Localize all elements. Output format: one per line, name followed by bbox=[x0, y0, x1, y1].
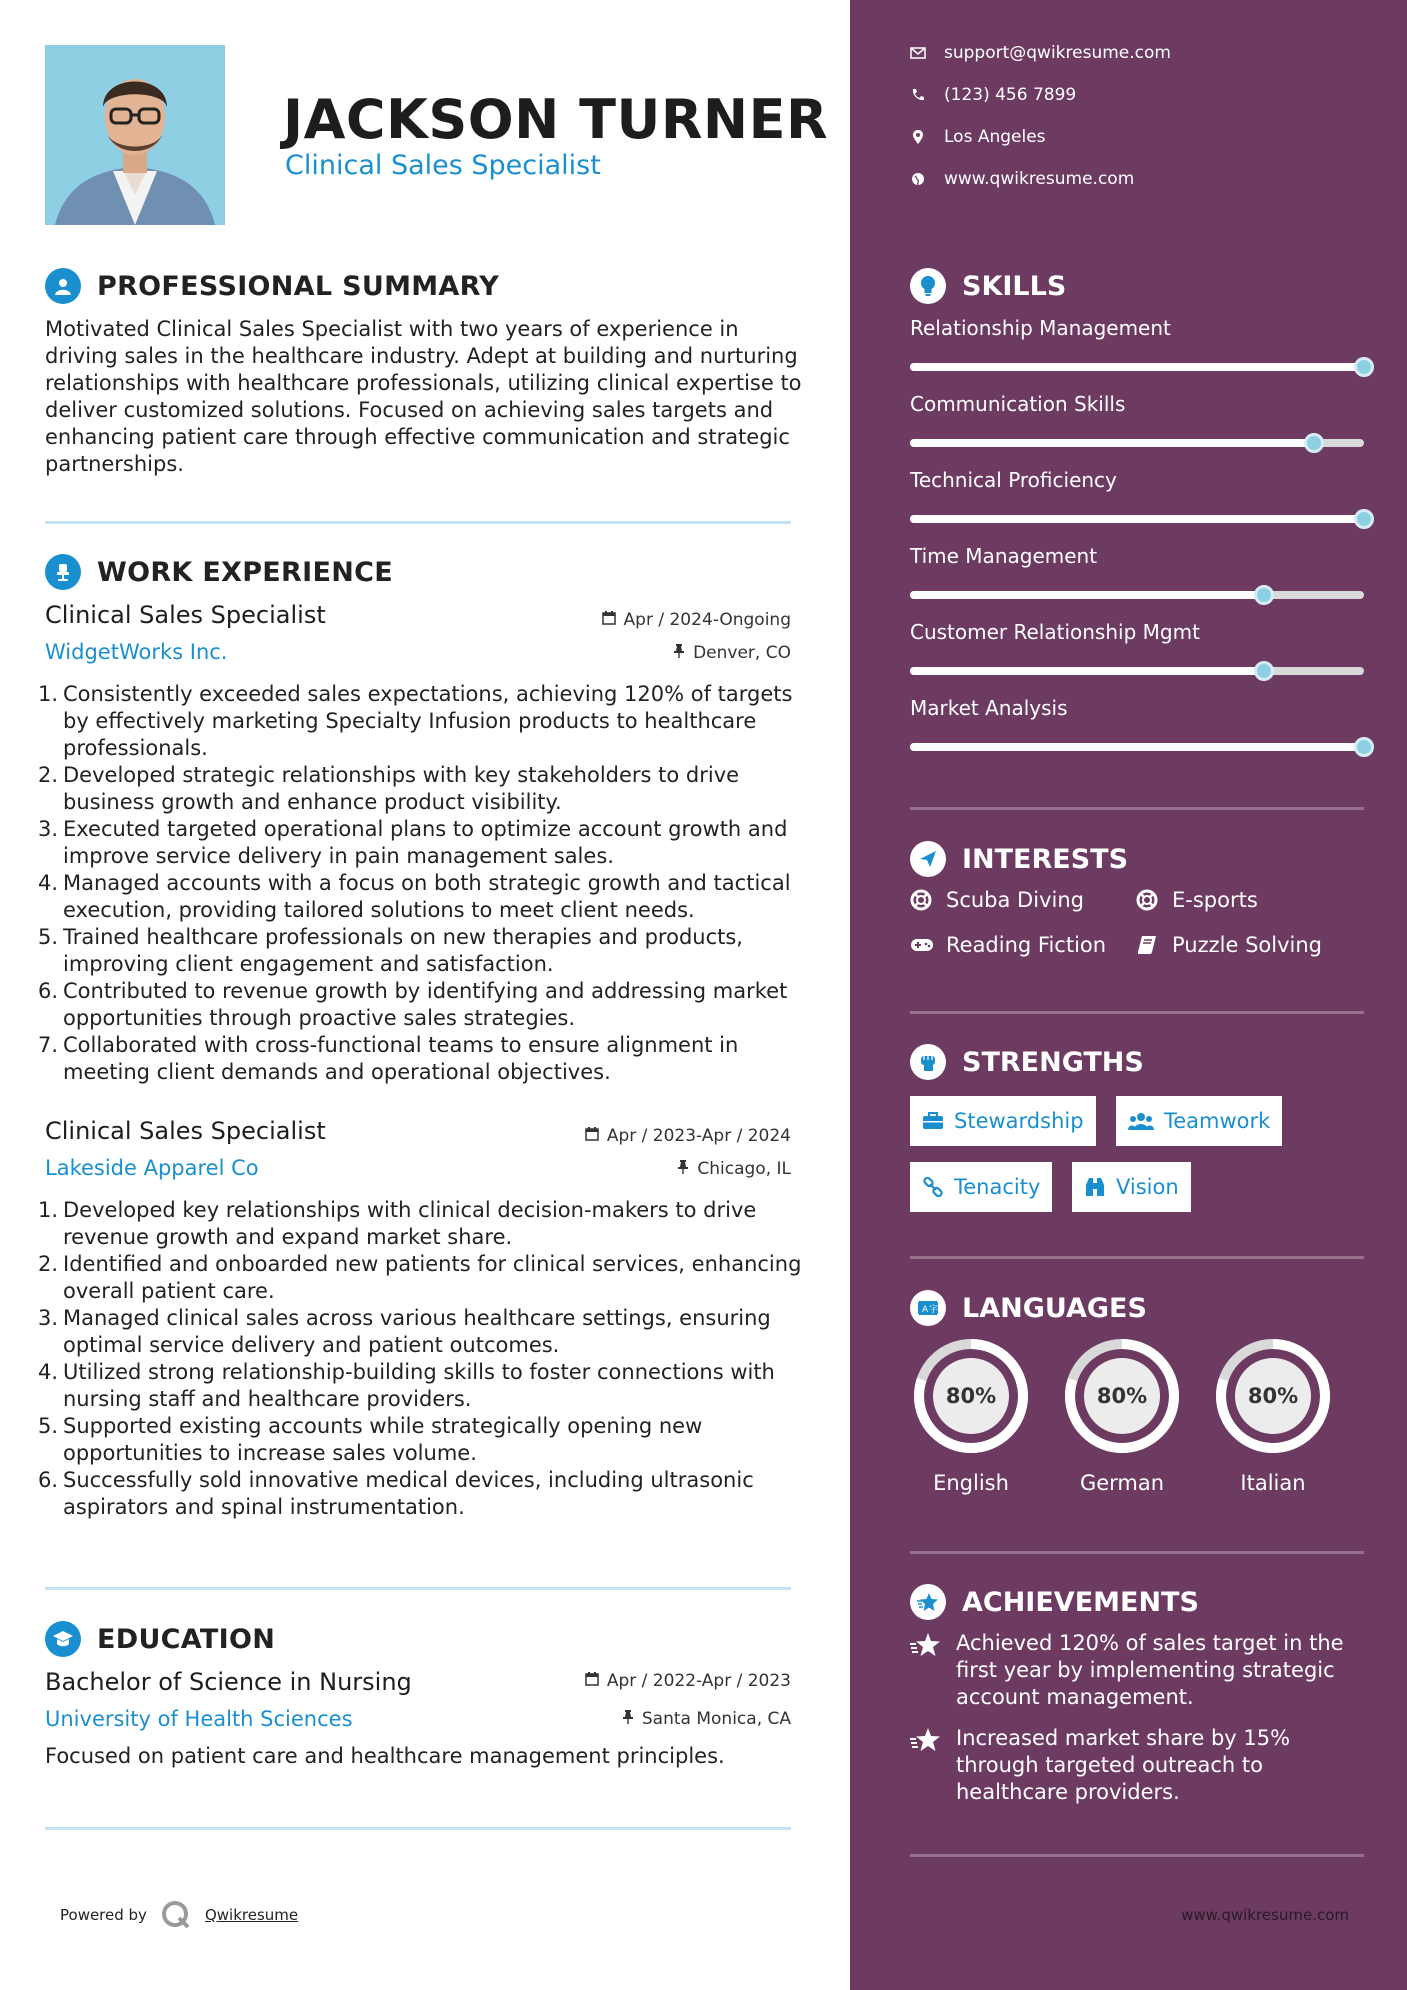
calendar-icon bbox=[602, 610, 616, 630]
office-chair-icon bbox=[45, 554, 81, 590]
list-item: 6. Successfully sold innovative medical devices, including ultrasonic aspirators and spinal instrumentation. bbox=[38, 1468, 754, 1519]
language-name: Italian bbox=[1240, 1471, 1306, 1495]
education-dates: Apr / 2022-Apr / 2023 bbox=[585, 1671, 791, 1691]
interest-item: Puzzle Solving bbox=[1136, 933, 1322, 957]
briefcase-icon bbox=[922, 1112, 944, 1130]
list-item: 1. Consistently exceeded sales expectations, achieving 120% of targets by effectively marketing Specialty Infusion products to healthcare professionals. bbox=[38, 682, 793, 760]
company-name: WidgetWorks Inc. bbox=[45, 640, 228, 664]
list-item: 5. Supported existing accounts while strategically opening new opportunities to increase sales volume. bbox=[38, 1414, 703, 1465]
skill-bar bbox=[910, 743, 1364, 751]
footer-site[interactable]: www.qwikresume.com bbox=[1181, 1906, 1349, 1924]
skill-bar-fill bbox=[910, 515, 1364, 523]
skills-heading: SKILLS bbox=[910, 268, 1066, 304]
skill-slider-knob bbox=[1354, 737, 1374, 757]
language-percent: 80% bbox=[945, 1384, 997, 1408]
globe-icon bbox=[910, 172, 926, 186]
skill-bar bbox=[910, 667, 1364, 675]
calendar-icon bbox=[585, 1671, 599, 1691]
divider bbox=[45, 521, 791, 524]
list-item: 7. Collaborated with cross-functional teams to ensure alignment in meeting client demands and operational objectives. bbox=[38, 1033, 739, 1084]
education-heading: EDUCATION bbox=[45, 1621, 275, 1657]
qwikresume-logo-icon bbox=[161, 1900, 191, 1930]
skill-bar-fill bbox=[910, 363, 1364, 371]
users-icon bbox=[1128, 1112, 1154, 1130]
map-marker-icon bbox=[910, 130, 926, 144]
divider bbox=[45, 1587, 791, 1590]
interest-item: Reading Fiction bbox=[910, 933, 1106, 957]
school-name: University of Health Sciences bbox=[45, 1707, 353, 1731]
divider bbox=[910, 1854, 1364, 1857]
skill-label: Relationship Management bbox=[910, 316, 1171, 340]
achievements-heading: ACHIEVEMENTS bbox=[910, 1584, 1199, 1620]
list-item: 1. Developed key relationships with clinical decision-makers to drive revenue growth and expand market share. bbox=[38, 1198, 757, 1249]
company-name: Lakeside Apparel Co bbox=[45, 1156, 259, 1180]
degree: Bachelor of Science in Nursing bbox=[45, 1668, 412, 1696]
language-ring bbox=[1212, 1335, 1334, 1457]
svg-text:字: 字 bbox=[929, 1305, 939, 1315]
list-item: 2. Identified and onboarded new patients for clinical services, enhancing overall patient care. bbox=[38, 1252, 802, 1303]
list-item: 2. Developed strategic relationships with key stakeholders to drive business growth and enhance product visibility. bbox=[38, 763, 740, 814]
job-location: Denver, CO bbox=[673, 643, 791, 663]
list-item: 4. Managed accounts with a focus on both strategic growth and tactical execution, providing tailored solutions to meet client needs. bbox=[38, 871, 791, 922]
skill-label: Communication Skills bbox=[910, 392, 1126, 416]
pin-icon bbox=[622, 1709, 634, 1729]
skill-slider-knob bbox=[1354, 509, 1374, 529]
skill-slider-knob bbox=[1304, 433, 1324, 453]
lightbulb-icon bbox=[910, 268, 946, 304]
contact-phone[interactable]: (123) 456 7899 bbox=[910, 85, 1076, 105]
translate-icon bbox=[910, 1290, 946, 1326]
job-title: Clinical Sales Specialist bbox=[45, 601, 326, 629]
star-icon bbox=[910, 1630, 946, 1711]
paper-plane-icon bbox=[910, 841, 946, 877]
powered-by: Powered by Qwikresume bbox=[60, 1900, 298, 1930]
skill-label: Customer Relationship Mgmt bbox=[910, 620, 1200, 644]
skill-slider-knob bbox=[1354, 357, 1374, 377]
education-location: Santa Monica, CA bbox=[622, 1709, 791, 1729]
skill-bar bbox=[910, 363, 1364, 371]
achievement-item: Achieved 120% of sales target in the first year by implementing strategic account management. bbox=[910, 1630, 1350, 1711]
skill-label: Market Analysis bbox=[910, 696, 1068, 720]
gamepad-icon bbox=[910, 937, 934, 953]
strengths-heading: STRENGTHS bbox=[910, 1044, 1144, 1080]
skill-slider-knob bbox=[1254, 585, 1274, 605]
star-icon bbox=[910, 1725, 946, 1806]
skill-bar bbox=[910, 591, 1364, 599]
phone-icon bbox=[910, 88, 926, 102]
skill-bar-fill bbox=[910, 667, 1264, 675]
calendar-icon bbox=[585, 1126, 599, 1146]
strength-chip: Teamwork bbox=[1116, 1096, 1282, 1146]
fist-icon bbox=[910, 1044, 946, 1080]
qwikresume-link[interactable]: Qwikresume bbox=[204, 1906, 299, 1924]
skill-slider-knob bbox=[1254, 661, 1274, 681]
binoculars-icon bbox=[1084, 1177, 1106, 1197]
job-dates: Apr / 2024-Ongoing bbox=[602, 610, 791, 630]
list-item: 6. Contributed to revenue growth by identifying and addressing market opportunities through proactive sales strategies. bbox=[38, 979, 788, 1030]
languages-heading: A 字 LANGUAGES bbox=[910, 1290, 1147, 1326]
language-percent: 80% bbox=[1247, 1384, 1299, 1408]
language-ring bbox=[1061, 1335, 1183, 1457]
education-description: Focused on patient care and healthcare management principles. bbox=[45, 1744, 725, 1768]
strength-chip: Tenacity bbox=[910, 1162, 1052, 1212]
job-bullets bbox=[38, 1197, 808, 1521]
contact-website[interactable]: www.qwikresume.com bbox=[910, 169, 1134, 189]
strength-chip: Stewardship bbox=[910, 1096, 1096, 1146]
graduation-cap-icon bbox=[45, 1621, 81, 1657]
link-icon bbox=[922, 1176, 944, 1198]
contact-email[interactable]: support@qwikresume.com bbox=[910, 43, 1171, 63]
divider bbox=[910, 1011, 1364, 1014]
list-item: 5. Trained healthcare professionals on new therapies and products, improving client engagement and satisfaction. bbox=[38, 925, 743, 976]
skill-bar-fill bbox=[910, 439, 1314, 447]
lifebuoy-icon bbox=[1136, 889, 1160, 911]
profile-photo bbox=[45, 45, 225, 225]
skill-bar bbox=[910, 439, 1364, 447]
language-item bbox=[1061, 1335, 1183, 1495]
summary-text: Motivated Clinical Sales Specialist with two years of experience in driving sales in the healthcare industry. Adept at building and nurturing relationships with healthcare professionals, utilizing clinical expertise to deliver customized solutions. Focused on achieving sales targets and enhancing patient care through effective communication and strategic partnerships. bbox=[45, 317, 802, 476]
language-item bbox=[910, 1335, 1032, 1495]
experience-heading: WORK EXPERIENCE bbox=[45, 554, 393, 590]
language-name: English bbox=[933, 1471, 1009, 1495]
job-title: Clinical Sales Specialist bbox=[45, 1117, 326, 1145]
pin-icon bbox=[673, 643, 685, 663]
interests-heading: INTERESTS bbox=[910, 841, 1128, 877]
divider bbox=[910, 1551, 1364, 1554]
language-name: German bbox=[1079, 1471, 1165, 1495]
skill-label: Time Management bbox=[910, 544, 1098, 568]
job-dates: Apr / 2023-Apr / 2024 bbox=[585, 1126, 791, 1146]
list-item: 3. Managed clinical sales across various healthcare settings, ensuring optimal service delivery and patient outcomes. bbox=[38, 1306, 771, 1357]
skill-bar-fill bbox=[910, 743, 1364, 751]
envelope-icon bbox=[910, 47, 926, 59]
strength-chip: Vision bbox=[1072, 1162, 1191, 1212]
language-item bbox=[1212, 1335, 1334, 1495]
book-icon bbox=[1136, 935, 1160, 955]
achievement-item: Increased market share by 15% through targeted outreach to healthcare providers. bbox=[910, 1725, 1350, 1806]
lifebuoy-icon bbox=[910, 889, 934, 911]
user-icon bbox=[45, 268, 81, 304]
summary-heading: PROFESSIONAL SUMMARY bbox=[45, 268, 499, 304]
contact-location: Los Angeles bbox=[910, 127, 1046, 147]
divider bbox=[45, 1827, 791, 1830]
list-item: 3. Executed targeted operational plans to optimize account growth and improve service delivery in pain management sales. bbox=[38, 817, 788, 868]
job-location: Chicago, IL bbox=[677, 1159, 791, 1179]
skill-label: Technical Proficiency bbox=[910, 468, 1117, 492]
star-badge-icon bbox=[910, 1584, 946, 1620]
skill-bar bbox=[910, 515, 1364, 523]
candidate-name: JACKSON TURNER bbox=[283, 88, 829, 151]
divider bbox=[910, 807, 1364, 810]
language-ring bbox=[910, 1335, 1032, 1457]
interest-item: Scuba Diving bbox=[910, 888, 1084, 912]
list-item: 4. Utilized strong relationship-building skills to foster connections with nursing staff and healthcare providers. bbox=[38, 1360, 775, 1411]
pin-icon bbox=[677, 1159, 689, 1179]
interest-item: E-sports bbox=[1136, 888, 1258, 912]
skill-bar-fill bbox=[910, 591, 1264, 599]
job-bullets bbox=[38, 681, 808, 1086]
language-percent: 80% bbox=[1096, 1384, 1148, 1408]
candidate-title: Clinical Sales Specialist bbox=[285, 150, 601, 181]
svg-text:A: A bbox=[922, 1305, 929, 1315]
divider bbox=[910, 1256, 1364, 1259]
